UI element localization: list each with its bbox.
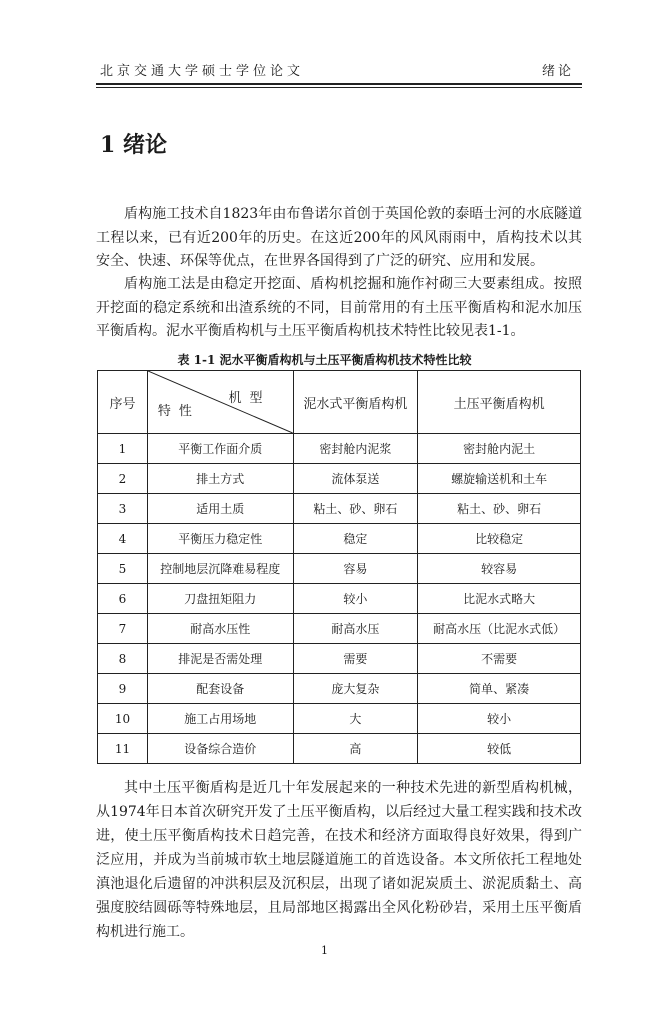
row-index: 7 [98, 614, 148, 644]
header-index: 序号 [98, 371, 148, 434]
table-row [98, 704, 581, 734]
row-epb-value: 比较稳定 [418, 524, 581, 554]
paragraph-intro-1: 盾构施工技术自1823年由布鲁诺尔首创于英国伦敦的泰晤士河的水底隧道工程以来，已有近200年的历史。在这近200年的风风雨雨中，盾构技术以其安全、快速、环保等优点，在世界各国得到了广泛的研究、应用和发展。 [96, 206, 582, 269]
row-slurry-value: 稳定 [293, 524, 418, 554]
paragraph-intro-2: 盾构施工法是由稳定开挖面、盾构机挖掘和施作衬砌三大要素组成。按照开挖面的稳定系统和出渣系统的不同，目前常用的有土压平衡盾构和泥水加压平衡盾构。泥水平衡盾构机与土压平衡盾构机技术特性比较见表1-1。 [96, 276, 582, 339]
row-feature: 设备综合造价 [147, 734, 293, 764]
header-slurry-machine: 泥水式平衡盾构机 [293, 371, 418, 434]
row-slurry-value: 粘土、砂、卵石 [293, 494, 418, 524]
row-epb-value: 不需要 [418, 644, 581, 674]
table-row [98, 614, 581, 644]
row-slurry-value: 耐高水压 [293, 614, 418, 644]
row-epb-value: 较容易 [418, 554, 581, 584]
table-row [98, 524, 581, 554]
table-caption: 表 1-1 泥水平衡盾构机与土压平衡盾构机技术特性比较 [177, 353, 472, 367]
header-diagonal-cell [147, 371, 293, 434]
table-row [98, 734, 581, 764]
row-feature: 施工占用场地 [147, 704, 293, 734]
row-index: 4 [98, 524, 148, 554]
header-rule [96, 83, 582, 88]
row-feature: 排泥是否需处理 [147, 644, 293, 674]
chapter-title: 1 绪论 [100, 132, 167, 158]
running-header-title: 北京交通大学硕士学位论文 [100, 64, 305, 79]
row-index: 2 [98, 464, 148, 494]
table-row [98, 554, 581, 584]
row-feature: 刀盘扭矩阻力 [147, 584, 293, 614]
running-header-section: 绪论 [542, 64, 575, 79]
row-feature: 配套设备 [147, 674, 293, 704]
header-machine-type: 机型 [228, 391, 271, 406]
row-slurry-value: 高 [293, 734, 418, 764]
row-index: 3 [98, 494, 148, 524]
row-index: 6 [98, 584, 148, 614]
row-feature: 控制地层沉降难易程度 [147, 554, 293, 584]
row-slurry-value: 庞大复杂 [293, 674, 418, 704]
row-index: 11 [98, 734, 148, 764]
table-row [98, 644, 581, 674]
row-epb-value: 密封舱内泥土 [418, 434, 581, 464]
row-epb-value: 简单、紧凑 [418, 674, 581, 704]
header-epb-machine: 土压平衡盾构机 [418, 371, 581, 434]
row-slurry-value: 较小 [293, 584, 418, 614]
row-feature: 排土方式 [147, 464, 293, 494]
table-row [98, 494, 581, 524]
table-row [98, 584, 581, 614]
row-epb-value: 螺旋输送机和土车 [418, 464, 581, 494]
row-index: 8 [98, 644, 148, 674]
page-number: 1 [321, 944, 328, 957]
row-index: 9 [98, 674, 148, 704]
row-epb-value: 较低 [418, 734, 581, 764]
row-index: 10 [98, 704, 148, 734]
row-feature: 耐高水压性 [147, 614, 293, 644]
row-slurry-value: 密封舱内泥浆 [293, 434, 418, 464]
row-slurry-value: 容易 [293, 554, 418, 584]
row-feature: 平衡压力稳定性 [147, 524, 293, 554]
row-slurry-value: 流体泵送 [293, 464, 418, 494]
row-epb-value: 耐高水压（比泥水式低） [418, 614, 581, 644]
comparison-table [97, 370, 581, 764]
row-slurry-value: 大 [293, 704, 418, 734]
row-index: 1 [98, 434, 148, 464]
header-characteristic: 特性 [157, 404, 200, 419]
row-index: 5 [98, 554, 148, 584]
row-slurry-value: 需要 [293, 644, 418, 674]
row-feature: 适用土质 [147, 494, 293, 524]
table-header-row [98, 371, 581, 434]
table-row [98, 434, 581, 464]
table-row [98, 674, 581, 704]
row-epb-value: 比泥水式略大 [418, 584, 581, 614]
row-epb-value: 较小 [418, 704, 581, 734]
row-feature: 平衡工作面介质 [147, 434, 293, 464]
paragraph-after-table: 其中土压平衡盾构是近几十年发展起来的一种技术先进的新型盾构机械，从1974年日本首次研究开发了土压平衡盾构，以后经过大量工程实践和技术改进，使土压平衡盾构技术日趋完善，在技术和经济方面取得良好效果，得到广泛应用，并成为当前城市软土地层隧道施工的首选设备。本文所依托工程地处滇池退化后遗留的冲洪积层及沉积层，出现了诸如泥炭质土、淤泥质黏土、高强度胶结圆砾等特殊地层，且局部地区揭露出全风化粉砂岩，采用土压平衡盾构机进行施工。 [96, 780, 582, 940]
table-row [98, 464, 581, 494]
row-epb-value: 粘土、砂、卵石 [418, 494, 581, 524]
